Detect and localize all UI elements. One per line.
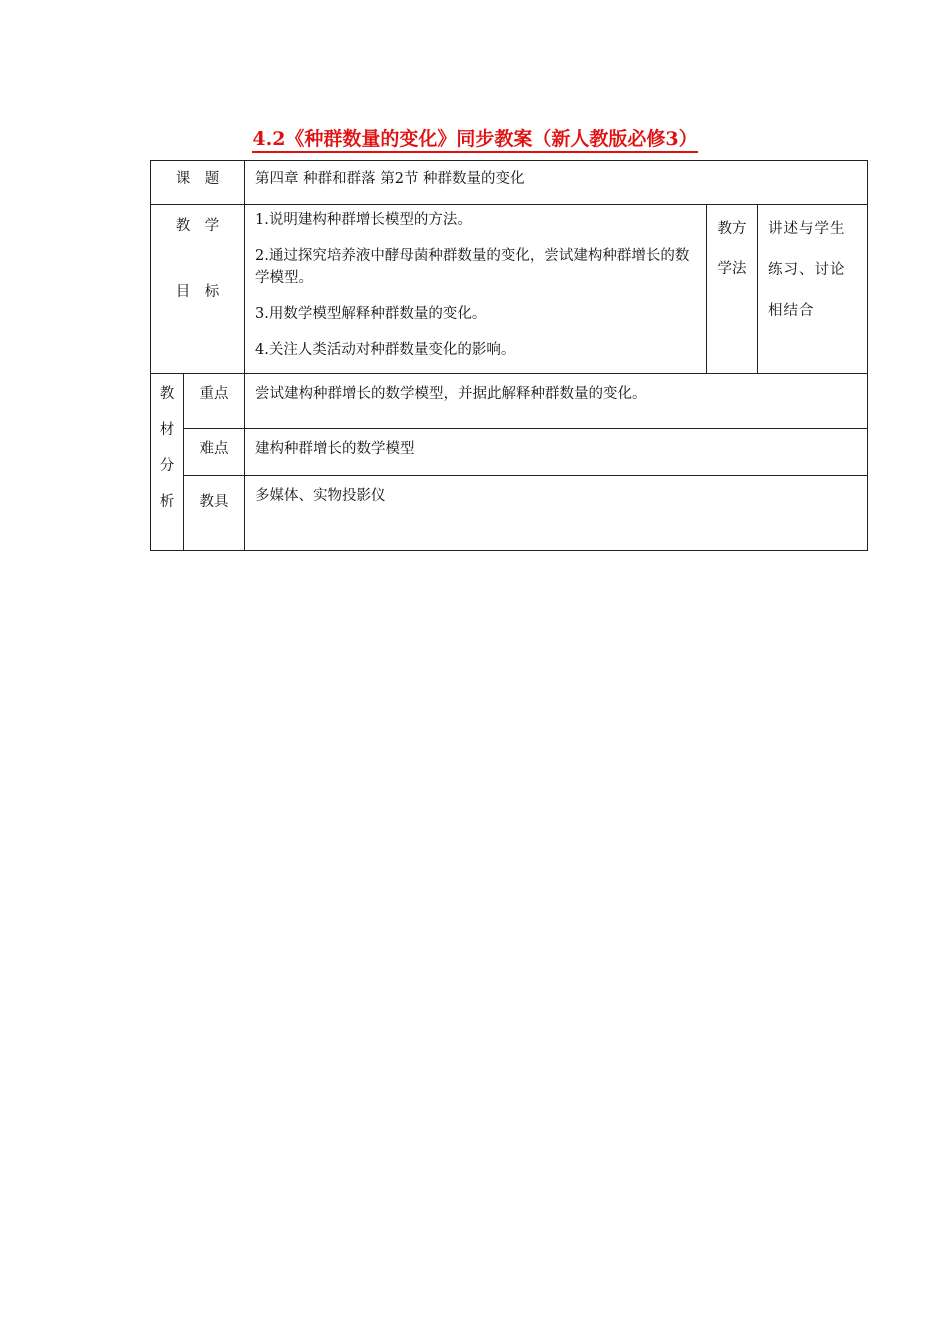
analysis-label-char: 教 xyxy=(159,386,175,402)
analysis-label-char: 析 xyxy=(159,494,175,510)
lesson-plan-table xyxy=(150,160,868,551)
method-label-line-1: 教方 xyxy=(717,221,747,237)
difficulty-value: 建构种群增长的数学模型 xyxy=(245,429,868,476)
method-line: 相结合 xyxy=(768,303,815,319)
topic-label: 课 题 xyxy=(151,161,245,205)
topic-value: 第四章 种群和群落 第2节 种群数量的变化 xyxy=(245,161,868,205)
analysis-label xyxy=(151,374,184,551)
goals-label-line-2: 目 标 xyxy=(175,284,220,300)
key-point-row xyxy=(151,374,868,429)
document-title xyxy=(0,126,950,152)
method-label-line-2: 学法 xyxy=(717,261,747,277)
teaching-aids-label: 教具 xyxy=(184,476,245,551)
goal-item: 2.通过探究培养液中酵母菌种群数量的变化，尝试建构种群增长的数学模型。 xyxy=(255,248,690,286)
goals-label-line-1: 教 学 xyxy=(175,218,220,234)
teaching-aids-row xyxy=(151,476,868,551)
method-line: 讲述与学生 xyxy=(768,221,846,237)
difficulty-label: 难点 xyxy=(184,429,245,476)
goal-item: 4.关注人类活动对种群数量变化的影响。 xyxy=(255,342,516,358)
analysis-label-char: 分 xyxy=(159,458,175,474)
teaching-aids-value: 多媒体、实物投影仪 xyxy=(245,476,868,551)
goal-item: 3.用数学模型解释种群数量的变化。 xyxy=(255,306,487,322)
topic-row xyxy=(151,161,868,205)
method-line: 练习、讨论 xyxy=(768,262,846,278)
goals-label xyxy=(151,205,245,374)
goal-item: 1.说明建构种群增长模型的方法。 xyxy=(255,212,472,228)
key-point-value: 尝试建构种群增长的数学模型，并据此解释种群数量的变化。 xyxy=(245,374,868,429)
document-title-text: 4.2《种群数量的变化》同步教案（新人教版必修3） xyxy=(252,128,697,153)
key-point-label: 重点 xyxy=(184,374,245,429)
difficulty-row xyxy=(151,429,868,476)
method-value xyxy=(758,205,868,374)
analysis-label-char: 材 xyxy=(159,422,175,438)
goals-list xyxy=(245,205,707,374)
method-label xyxy=(707,205,758,374)
goals-row xyxy=(151,205,868,374)
